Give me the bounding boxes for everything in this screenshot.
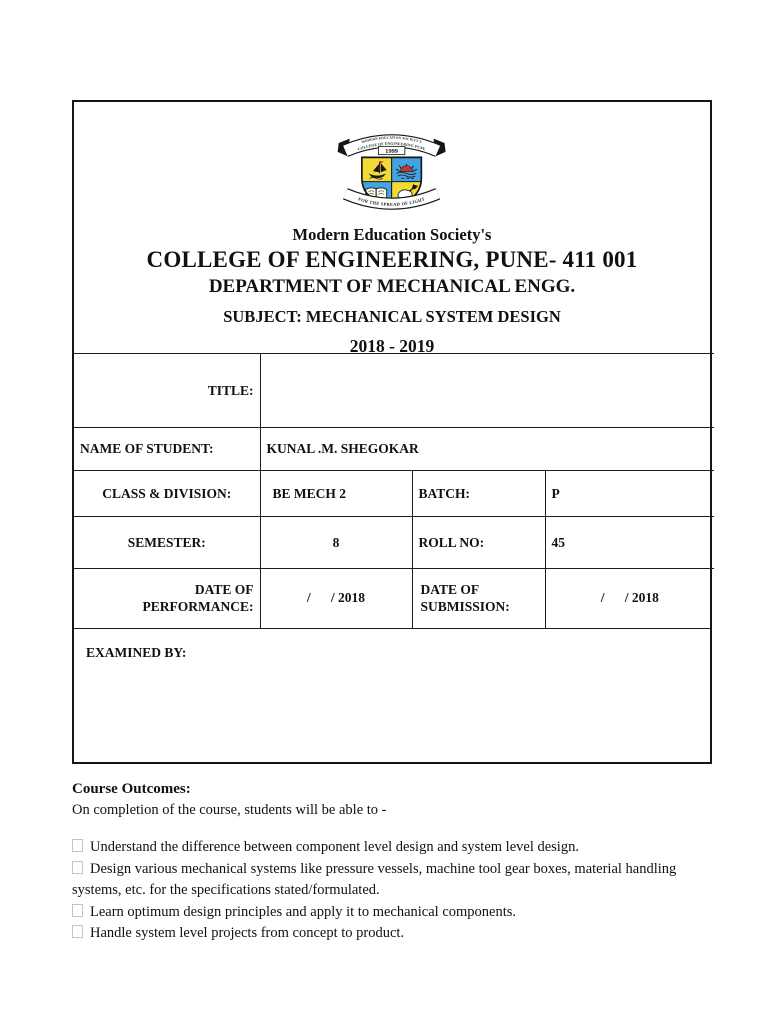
course-outcomes-section xyxy=(72,779,712,945)
outcome-item xyxy=(72,923,712,945)
outcome-item xyxy=(72,837,712,859)
checkbox-bullet-icon xyxy=(72,925,83,938)
college-name: COLLEGE OF ENGINEERING, PUNE- 411 001 xyxy=(146,247,638,272)
outcome-item xyxy=(72,902,712,924)
submission-label-cell xyxy=(412,569,545,628)
outcome-text: Design various mechanical systems like pressure vessels, machine tool gear boxes, material handling systems, etc. for the specifications stated/formulated. xyxy=(72,860,677,898)
department-name: DEPARTMENT OF MECHANICAL ENGG. xyxy=(208,276,576,297)
header-section xyxy=(74,102,710,353)
submission-value-cell: / / 2018 xyxy=(545,569,714,628)
batch-label-cell: BATCH: xyxy=(412,471,545,517)
course-outcomes-list xyxy=(72,837,712,945)
batch-value-cell: P xyxy=(545,471,714,517)
name-label-cell: NAME OF STUDENT: xyxy=(74,428,260,471)
semester-value-cell: 8 xyxy=(260,517,412,569)
semester-label-cell: SEMESTER: xyxy=(74,517,260,569)
subject-line: SUBJECT: MECHANICAL SYSTEM DESIGN xyxy=(223,307,561,326)
class-value-cell: BE MECH 2 xyxy=(260,471,412,517)
cover-sheet-border-box xyxy=(72,100,712,764)
roll-label-cell: ROLL NO: xyxy=(412,517,545,569)
examined-by-cell: EXAMINED BY: xyxy=(74,628,710,762)
checkbox-bullet-icon xyxy=(72,839,83,852)
title-label-cell: TITLE: xyxy=(74,354,260,428)
academic-year: 2018 - 2019 xyxy=(349,336,435,353)
submission-label-line2: SUBMISSION: xyxy=(420,599,510,615)
checkbox-bullet-icon xyxy=(72,904,83,917)
performance-label-line1: DATE OF xyxy=(194,582,254,598)
college-logo xyxy=(331,110,452,218)
society-name: Modern Education Society's xyxy=(292,225,492,244)
performance-label-line2: PERFORMANCE: xyxy=(142,599,254,615)
motto-text: FOR THE SPREAD OF LIGHT xyxy=(358,196,426,207)
established-year: 1999 xyxy=(385,147,399,155)
date-row xyxy=(74,569,714,628)
checkbox-bullet-icon xyxy=(72,861,83,874)
student-info-table xyxy=(74,353,714,628)
class-label-cell: CLASS & DIVISION: xyxy=(74,471,260,517)
course-outcomes-heading: Course Outcomes: xyxy=(72,781,191,797)
ribbon-text-line2: COLLEGE OF ENGINEERING PUNE xyxy=(357,141,427,152)
title-value-cell xyxy=(260,354,714,428)
name-value-cell: KUNAL .M. SHEGOKAR xyxy=(260,428,714,471)
ribbon-text-line1: MODERN EDUCATION SOCIETY'S xyxy=(361,135,423,145)
roll-value-cell: 45 xyxy=(545,517,714,569)
outcome-item xyxy=(72,859,712,902)
outcome-text: Handle system level projects from concept to product. xyxy=(90,925,405,941)
course-outcomes-intro: On completion of the course, students will be able to - xyxy=(72,802,387,818)
class-row xyxy=(74,471,714,517)
outcome-text: Learn optimum design principles and apply it to mechanical components. xyxy=(90,903,517,920)
performance-label-cell xyxy=(74,569,260,628)
submission-label-line1: DATE OF xyxy=(420,582,480,598)
performance-value-cell: / / 2018 xyxy=(260,569,412,628)
outcome-text: Understand the difference between component level design and system level design. xyxy=(90,839,579,855)
semester-row xyxy=(74,517,714,569)
name-row xyxy=(74,428,714,471)
logo-container xyxy=(74,110,710,223)
title-row xyxy=(74,354,714,428)
